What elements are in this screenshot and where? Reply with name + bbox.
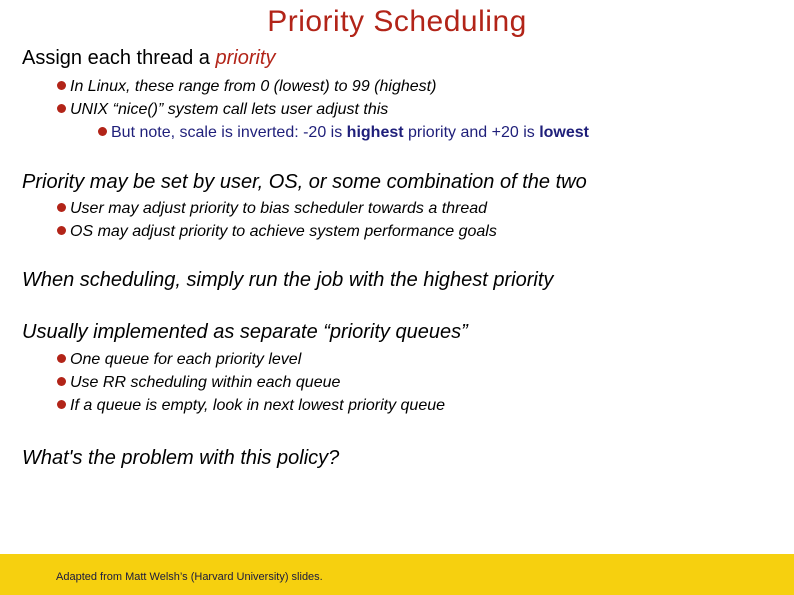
priority-emphasis: priority	[215, 47, 276, 69]
list-item-text: If a queue is empty, look in next lowest priority queue	[70, 397, 446, 414]
footer-credit: Adapted from Matt Welsh’s (Harvard University) slides.	[56, 571, 323, 583]
bullet-icon	[57, 400, 66, 409]
bullet-icon	[57, 104, 66, 113]
paragraph-priority-queues: Usually implemented as separate “priority queues”	[22, 321, 468, 343]
list-item	[57, 397, 445, 415]
lowest-bold: lowest	[539, 124, 589, 141]
list-item	[57, 374, 340, 392]
paragraph-when-scheduling: When scheduling, simply run the job with the highest priority	[22, 269, 554, 291]
paragraph-text: Assign each thread a	[22, 47, 216, 69]
bullet-icon	[57, 203, 66, 212]
list-item-text: Use RR scheduling within each queue	[70, 374, 341, 391]
list-item	[57, 351, 301, 369]
sub-list-item	[98, 124, 589, 142]
bullet-icon	[57, 377, 66, 386]
footer-bar	[0, 554, 794, 595]
list-item-text: OS may adjust priority to achieve system performance goals	[70, 223, 497, 240]
bullet-icon	[57, 354, 66, 363]
bullet-icon	[98, 127, 107, 136]
list-item	[57, 223, 497, 241]
list-item-text: UNIX “nice()” system call lets user adjust this	[70, 101, 389, 118]
list-item-text: In Linux, these range from 0 (lowest) to 99 (highest)	[70, 78, 437, 95]
sub-list-text-1: But note, scale is inverted: -20 is	[111, 124, 347, 141]
highest-bold: highest	[346, 124, 404, 141]
paragraph-problem-question: What's the problem with this policy?	[22, 447, 340, 469]
list-item	[57, 200, 487, 218]
list-item-text: One queue for each priority level	[70, 351, 302, 368]
bullet-icon	[57, 81, 66, 90]
list-item	[57, 101, 388, 119]
slide-title: Priority Scheduling	[267, 5, 527, 38]
sub-list-text-2: priority and +20 is	[403, 124, 540, 141]
list-item-text: User may adjust priority to bias scheduler towards a thread	[70, 200, 488, 217]
paragraph-set-by: Priority may be set by user, OS, or some combination of the two	[22, 171, 587, 193]
list-item	[57, 78, 436, 96]
bullet-icon	[57, 226, 66, 235]
paragraph-assign-priority	[22, 47, 275, 70]
